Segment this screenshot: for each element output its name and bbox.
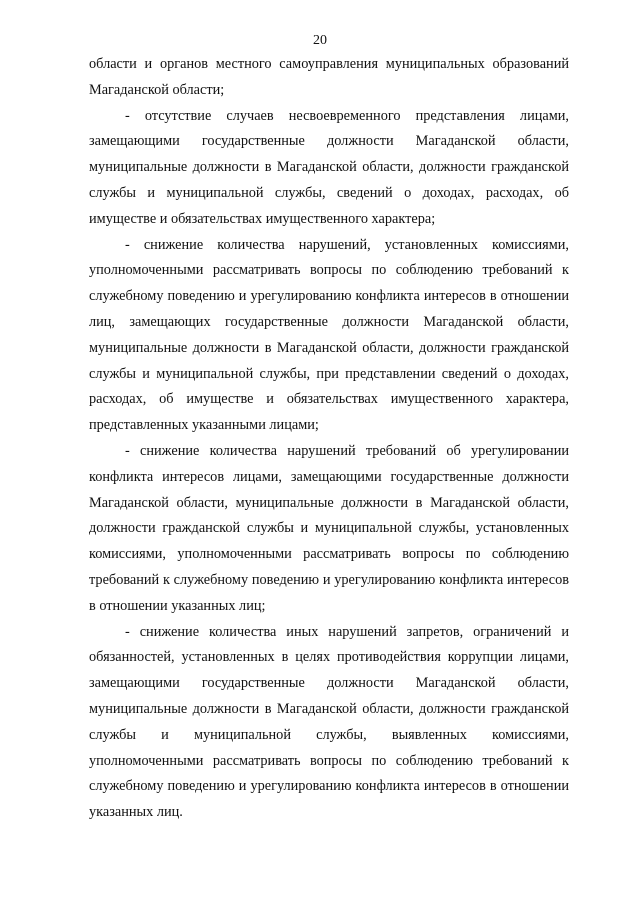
paragraph-bullet-4: - снижение количества иных нарушений запретов, ограничений и обязанностей, установленных в целях противодействия коррупции лицами, замещающими государственные должности Магаданской области, муниципальные должности в Магаданской области, должности гражданской службы и муниципальной службы, выявленных комиссиями, уполномоченными рассматривать вопросы по соблюдению требований к служебному поведению и урегулированию конфликта интересов в отношении указанных лиц. (89, 623, 569, 821)
paragraph-bullet-3: - снижение количества нарушений требований об урегулировании конфликта интересов лицами, замещающими государственные должности Магаданской области, муниципальные должности в Магаданской области, должности гражданской службы и муниципальной службы, установленных комиссиями, уполномоченными рассматривать вопросы по соблюдению требований к служебному поведению и урегулированию конфликта интересов в отношении указанных лиц; (89, 442, 569, 614)
document-body (89, 52, 569, 826)
paragraph-continuation: области и органов местного самоуправления муниципальных образований Магаданской области; (89, 56, 569, 98)
paragraph-bullet-2: - снижение количества нарушений, установленных комиссиями, уполномоченными рассматривать вопросы по соблюдению требований к служебному поведению и урегулированию конфликта интересов в отношении лиц, замещающих государственные должности Магаданской области, муниципальные должности в Магаданской области, должности гражданской службы и муниципальной службы, при представлении сведений о доходах, расходах, об имуществе и обязательствах имущественного характера, представленных указанными лицами; (89, 236, 569, 434)
page-number: 20 (313, 33, 327, 48)
paragraph-bullet-1: - отсутствие случаев несвоевременного представления лицами, замещающими государственные должности Магаданской области, муниципальные должности в Магаданской области, должности гражданской службы и муниципальной службы, сведений о доходах, расходах, об имуществе и обязательствах имущественного характера; (89, 107, 569, 227)
